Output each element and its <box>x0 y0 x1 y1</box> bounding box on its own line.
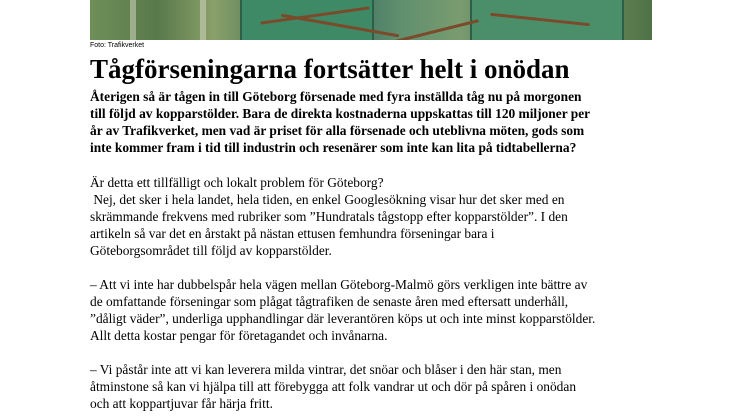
headline: Tågförseningarna fortsätter helt i onödan <box>90 54 570 84</box>
text-line: och att koppartjuvar får härja fritt. <box>90 396 273 411</box>
lead-paragraph <box>90 88 670 156</box>
text-line: Allt detta kostar pengar för företagandet och invånarna. <box>90 328 388 343</box>
body-paragraph-1 <box>90 174 690 259</box>
text-line: åtminstone så kan vi hjälpa till att förebygga att folk vandrar ut och dör på spåren i onödan <box>90 379 577 394</box>
text-line: skrämmande frekvens med rubriker som ”Hundratals tågstopp efter kopparstölder”. I den <box>90 209 568 224</box>
text-line: till följd av kopparstölder. Bara de direkta kostnaderna uppskattas till 120 miljoner per <box>90 106 591 121</box>
body-paragraph-2 <box>90 276 690 344</box>
photo-caption: Foto: Trafikverket <box>90 42 145 49</box>
text-line: Nej, det sker i hela landet, hela tiden, en enkel Googlesökning visar hur det sker med en <box>90 192 565 207</box>
text-line: inte kommer fram i tid till industrin och resenärer som inte kan lita på tidtabellerna? <box>90 140 577 155</box>
body-paragraph-3 <box>90 361 690 412</box>
text-line: artikeln så var det en årstakt på nästan ettusen femhundra förseningar bara i <box>90 226 495 241</box>
text-line: de omfattande förseningar som plågat tågtrafiken de senaste åren med eftersatt underhåll, <box>90 294 569 309</box>
text-line: – Vi påstår inte att vi kan leverera milda vintrar, det snöar och blåser i den här stan, men <box>90 362 562 377</box>
text-line: Göteborgsområdet till följd av kopparstölder. <box>90 243 332 258</box>
photo-detail <box>130 0 136 40</box>
photo-detail <box>391 19 479 40</box>
photo-detail <box>200 0 206 40</box>
text-line: Är detta ett tillfälligt och lokalt problem för Göteborg? <box>90 175 384 190</box>
text-line: Återigen så är tågen in till Göteborg försenade med fyra inställda tåg nu på morgonen <box>90 89 582 104</box>
text-line: ”dåligt väder”, underliga upphandlingar där leverantören köps ut och inte minst kopparstölder. <box>90 311 596 326</box>
text-line: – Att vi inte har dubbelspår hela vägen mellan Göteborg-Malmö görs verkligen inte bättre av <box>90 277 588 292</box>
header-photo <box>90 0 652 40</box>
text-line: år av Trafikverket, men vad är priset för alla försenade och uteblivna möten, gods som <box>90 123 585 138</box>
